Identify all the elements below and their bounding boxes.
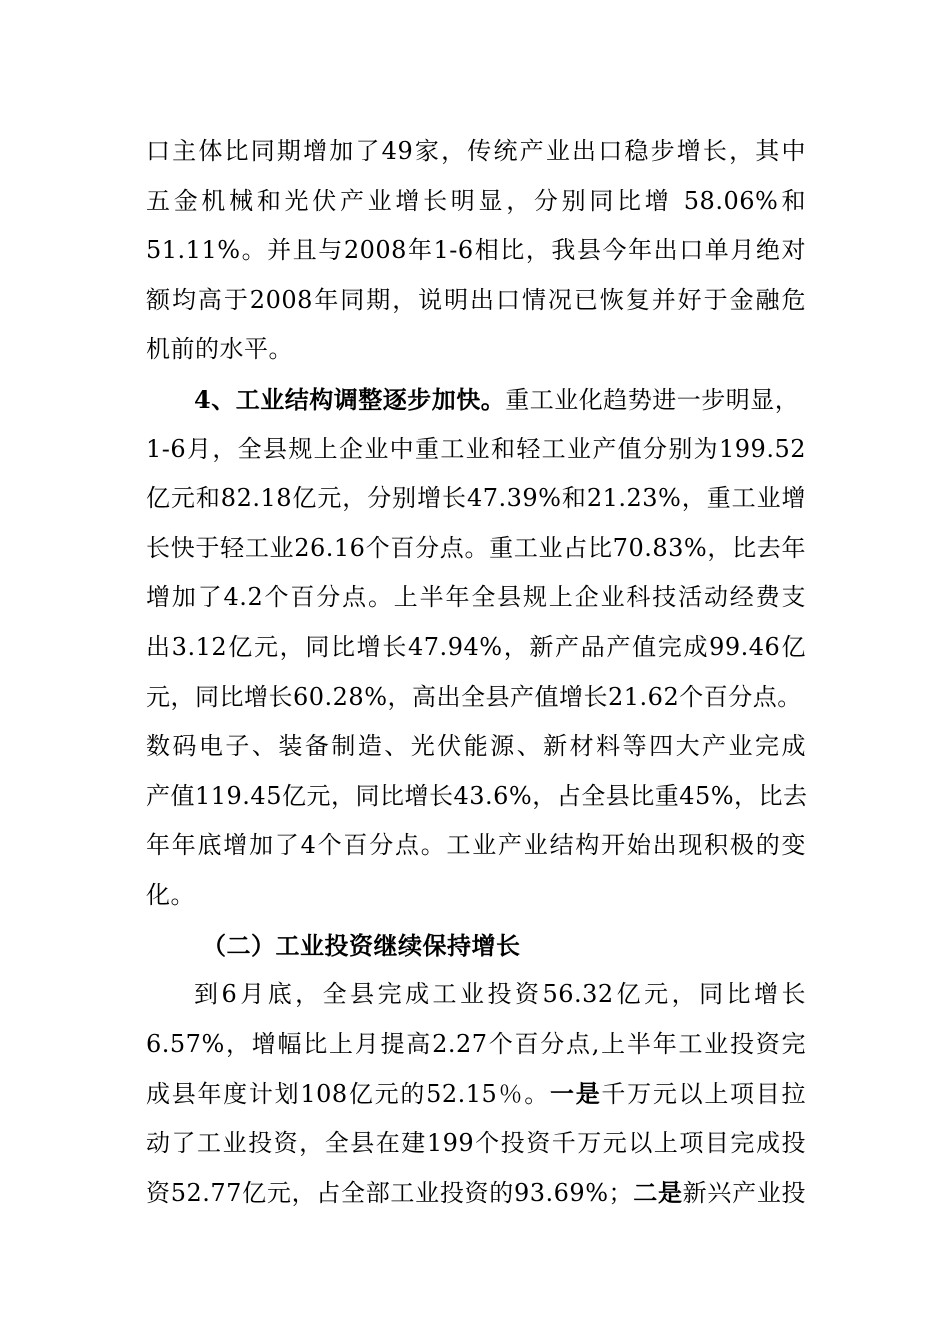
emphasis-first: 一是 <box>549 1079 602 1109</box>
text-line: 机前的水平。 <box>146 335 293 364</box>
text-line: 口主体比同期增加了49家，传统产业出口稳步增长，其中 <box>146 137 806 165</box>
text-line: 长快于轻工业26.16个百分点。重工业占比70.83%，比去年 <box>146 533 806 562</box>
text-line: 1-6月，全县规上企业中重工业和轻工业产值分别为199.52 <box>146 434 806 463</box>
text-run: 成县年度计划108亿元的52.15％。 <box>146 1080 550 1109</box>
paragraph-industrial-structure <box>146 375 806 921</box>
text-line <box>146 1168 806 1218</box>
text-run: 千万元以上项目拉 <box>601 1080 807 1109</box>
section-heading: （二）工业投资继续保持增长 <box>202 930 521 960</box>
paragraph-exports <box>146 127 806 375</box>
section-lead-title: 4、工业结构调整逐步加快。 <box>194 384 506 414</box>
text-line: 出3.12亿元，同比增长47.94%，新产品产值完成99.46亿 <box>146 632 806 661</box>
text-line: 6.57%，增幅比上月提高2.27个百分点,上半年工业投资完 <box>146 1029 806 1058</box>
text-run: 资52.77亿元，占全部工业投资的93.69%； <box>146 1179 634 1208</box>
text-line: 产值119.45亿元，同比增长43.6%，占全县比重45%，比去 <box>146 781 808 810</box>
text-line: 到6月底，全县完成工业投资56.32亿元，同比增长 <box>194 980 806 1009</box>
text-line: 动了工业投资，全县在建199个投资千万元以上项目完成投 <box>146 1128 806 1157</box>
text-line: 五金机械和光伏产业增长明显，分别同比增 58.06%和 <box>146 186 806 215</box>
text-run: 新兴产业投 <box>682 1179 807 1208</box>
text-line: 亿元和82.18亿元，分别增长47.39%和21.23%，重工业增 <box>146 484 806 513</box>
text-line: 元，同比增长60.28%，高出全县产值增长21.62个百分点。 <box>146 682 802 711</box>
emphasis-second: 二是 <box>633 1178 683 1208</box>
text-line: 51.11%。并且与2008年1-6相比，我县今年出口单月绝对 <box>146 236 806 265</box>
text-line <box>146 375 806 425</box>
text-line <box>146 1069 806 1119</box>
paragraph-industrial-investment <box>146 970 806 1218</box>
text-line: 额均高于2008年同期，说明出口情况已恢复并好于金融危 <box>146 285 806 314</box>
text-line: 化。 <box>146 880 195 909</box>
text-line: 数码电子、装备制造、光伏能源、新材料等四大产业完成 <box>146 732 806 761</box>
text-run: 重工业化趋势进一步明显， <box>505 385 800 414</box>
text-line: 年年底增加了4个百分点。工业产业结构开始出现积极的变 <box>146 831 806 860</box>
text-line: 增加了4.2个百分点。上半年全县规上企业科技活动经费支 <box>146 583 806 612</box>
document-body <box>146 127 806 1218</box>
